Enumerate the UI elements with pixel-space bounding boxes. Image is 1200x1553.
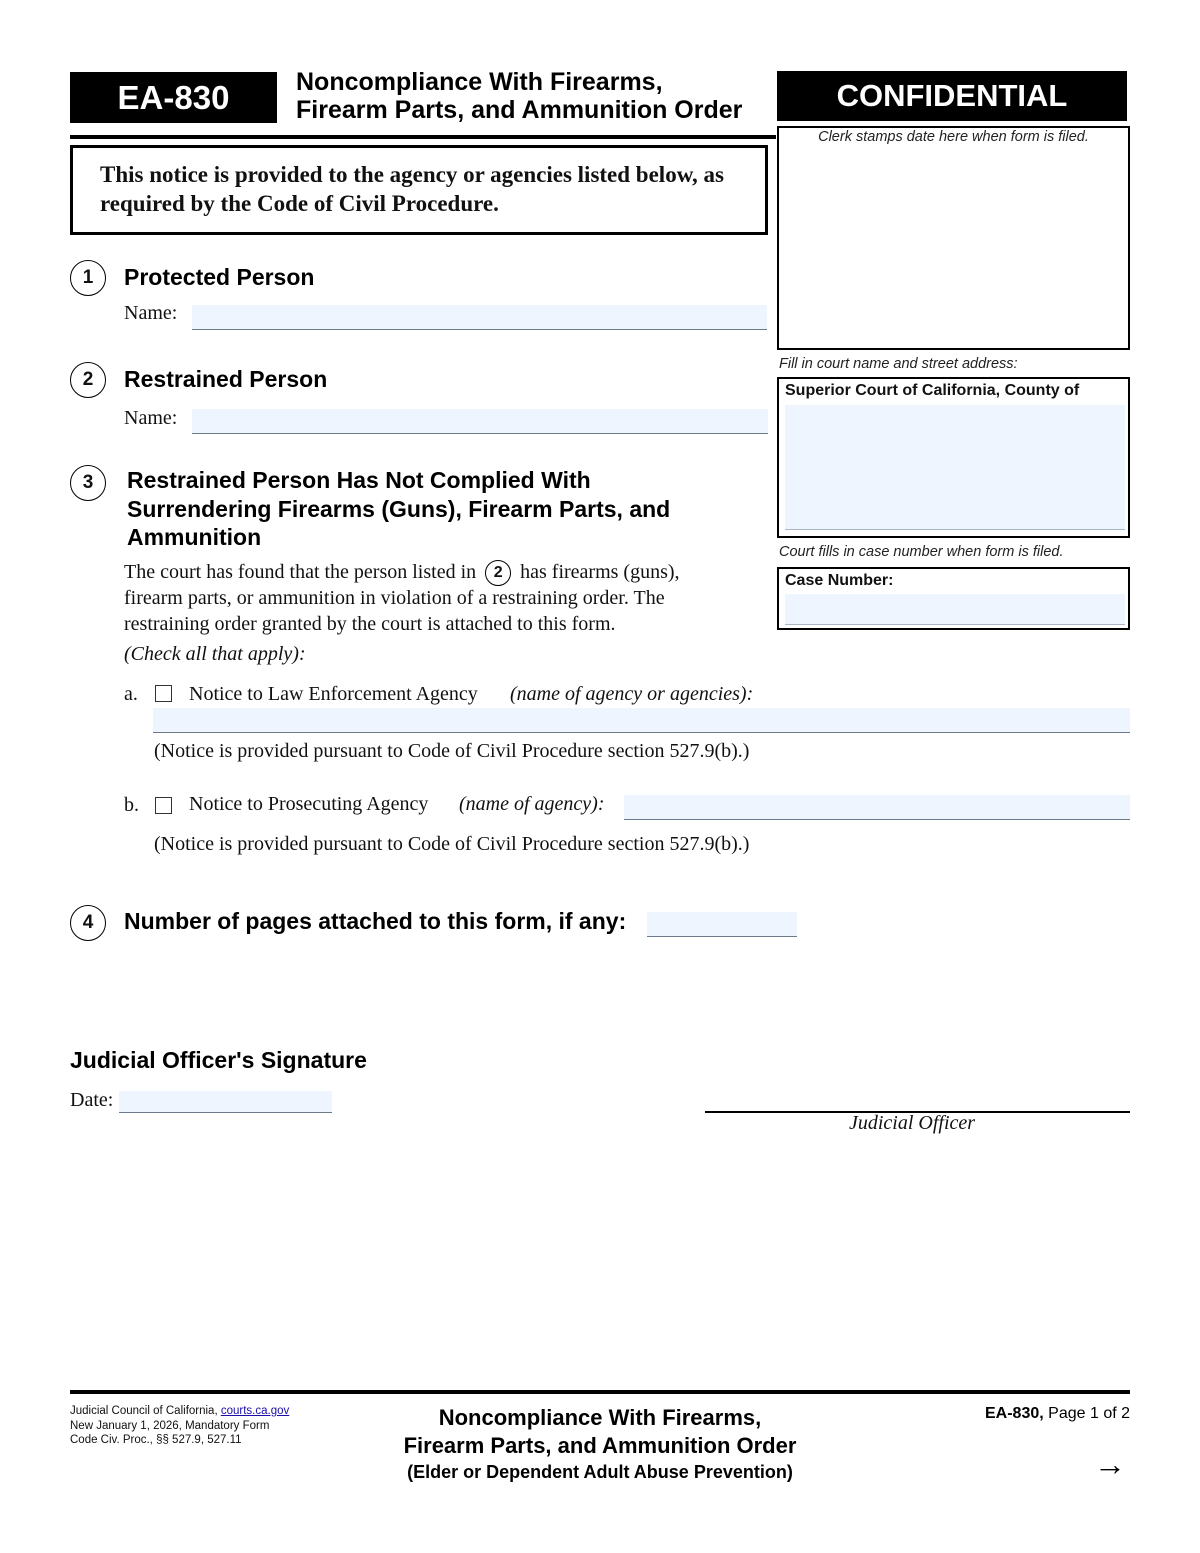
case-number-label: Case Number: — [785, 572, 894, 589]
notice-line2: required by the Code of Civil Procedure. — [100, 191, 499, 216]
footer-subtitle: (Elder or Dependent Adult Abuse Prevention) — [407, 1462, 793, 1482]
next-page-arrow-icon[interactable]: → — [1094, 1446, 1126, 1482]
court-address-field[interactable] — [785, 405, 1125, 530]
item-a-label: Notice to Law Enforcement Agency — [189, 683, 478, 705]
notice-box — [70, 145, 768, 235]
confidential-label: CONFIDENTIAL — [836, 78, 1068, 113]
section-2-title: Restrained Person — [124, 366, 328, 392]
footer-left — [70, 1404, 289, 1448]
footer-page-info — [985, 1405, 1130, 1423]
form-id: EA-830 — [117, 78, 230, 116]
section-3-body-post: has firearms (guns), — [520, 561, 680, 584]
restrained-person-name-field[interactable] — [192, 409, 768, 434]
section-3-title-line2: Surrendering Firearms (Guns), Firearm Parts, and — [127, 495, 671, 522]
footer-form-id: EA-830, — [985, 1405, 1044, 1422]
form-title-line1: Noncompliance With Firearms, — [296, 68, 663, 96]
protected-person-name-field[interactable] — [192, 305, 767, 330]
section-3-title-line1: Restrained Person Has Not Complied With — [127, 467, 591, 493]
law-enforcement-checkbox[interactable] — [155, 685, 172, 702]
court-caption: Fill in court name and street address: — [779, 356, 1018, 372]
section-1-title: Protected Person — [124, 264, 315, 290]
court-box — [777, 377, 1130, 538]
law-enforcement-agency-field[interactable] — [153, 708, 1130, 733]
notice-line1: This notice is provided to the agency or agencies listed below, as — [100, 162, 724, 187]
prosecuting-agency-checkbox[interactable] — [155, 797, 172, 814]
signature-heading: Judicial Officer's Signature — [70, 1047, 367, 1073]
court-label: Superior Court of California, County of — [785, 382, 1080, 399]
footer-rule — [70, 1390, 1130, 1394]
restrained-person-name-label: Name: — [124, 407, 178, 429]
date-field[interactable] — [119, 1091, 332, 1113]
item-a-hint: (name of agency or agencies): — [510, 683, 754, 705]
section-3-body-line2: firearm parts, or ammunition in violation of a restraining order. The — [124, 587, 665, 609]
item-b-label: Notice to Prosecuting Agency — [189, 793, 429, 815]
section-3-title-line3: Ammunition — [127, 524, 262, 550]
case-number-box — [777, 567, 1130, 630]
form-title-line2: Firearm Parts, and Ammunition Order — [296, 96, 743, 124]
case-caption: Court fills in case number when form is filed. — [779, 544, 1064, 560]
section-3-body-pre: The court has found that the person listed in — [124, 561, 477, 584]
confidential-banner — [777, 71, 1127, 121]
clerk-stamp-box — [777, 126, 1130, 350]
section-2-number: 2 — [70, 362, 106, 398]
footer-title-line1: Noncompliance With Firearms, — [438, 1405, 762, 1430]
date-label: Date: — [70, 1089, 114, 1111]
item-b-letter: b. — [124, 794, 139, 816]
section-3-body — [124, 560, 680, 668]
pages-attached-field[interactable] — [647, 912, 797, 937]
section-2-reference-badge: 2 — [485, 560, 511, 586]
item-b-hint: (name of agency): — [459, 793, 605, 815]
prosecuting-agency-field[interactable] — [624, 795, 1130, 820]
case-number-field[interactable] — [785, 594, 1125, 625]
section-4-title: Number of pages attached to this form, if any: — [124, 908, 627, 934]
clerk-stamp-caption: Clerk stamps date here when form is filed. — [818, 129, 1089, 145]
form-id-badge — [70, 72, 277, 123]
footer-page-number: Page 1 of 2 — [1048, 1405, 1130, 1422]
footer-council: Judicial Council of California, — [70, 1405, 218, 1417]
item-a-note: (Notice is provided pursuant to Code of Civil Procedure section 527.9(b).) — [154, 740, 750, 762]
check-all-instruction: (Check all that apply): — [124, 643, 306, 665]
courts-link[interactable]: courts.ca.gov — [220, 1405, 290, 1417]
section-3-body-line3: restraining order granted by the court is attached to this form. — [124, 612, 616, 635]
judicial-officer-label: Judicial Officer — [849, 1112, 976, 1134]
section-3-number: 3 — [70, 465, 106, 501]
protected-person-name-label: Name: — [124, 302, 178, 324]
item-a-letter: a. — [124, 683, 138, 705]
footer-council-line — [70, 1404, 289, 1419]
footer-title-line2: Firearm Parts, and Ammunition Order — [403, 1433, 797, 1458]
section-1-number: 1 — [70, 260, 106, 296]
section-3-title — [127, 466, 670, 552]
header-rule — [70, 135, 776, 139]
section-3-body-line1 — [124, 560, 680, 586]
section-4-number: 4 — [70, 905, 106, 941]
item-b-note: (Notice is provided pursuant to Code of Civil Procedure section 527.9(b).) — [154, 833, 750, 855]
footer-title — [380, 1404, 820, 1484]
footer-code-reference: Code Civ. Proc., §§ 527.9, 527.11 — [70, 1434, 242, 1446]
form-title — [296, 68, 742, 124]
footer-form-status: New January 1, 2026, Mandatory Form — [70, 1419, 270, 1432]
